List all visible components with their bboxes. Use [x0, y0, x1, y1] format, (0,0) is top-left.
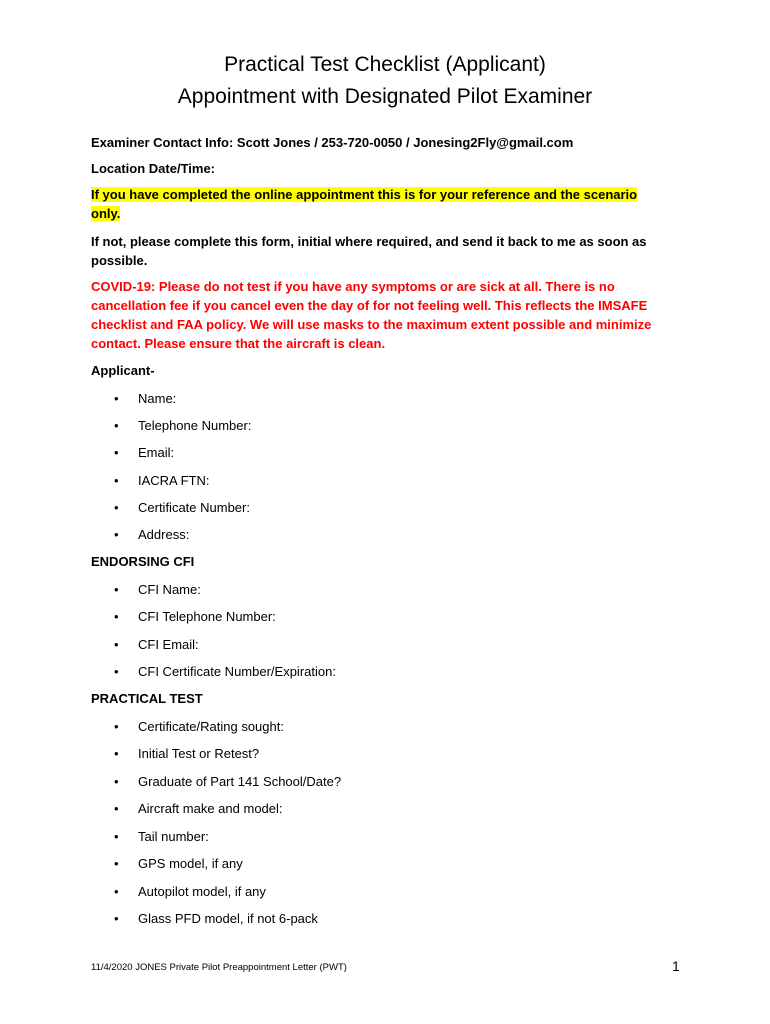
practical-item-rating: • Certificate/Rating sought:	[114, 719, 284, 734]
cfi-item-email: • CFI Email:	[114, 637, 199, 652]
applicant-item-certificate: • Certificate Number:	[114, 500, 250, 515]
instructions-line-1: If not, please complete this form, initial where required, and send it back to me as soon as	[91, 234, 647, 249]
bullet-icon: •	[114, 445, 119, 460]
covid-line-3: checklist and FAA policy. We will use masks to the maximum extent possible and minimize	[91, 317, 652, 332]
bullet-icon: •	[114, 746, 119, 761]
bullet-icon: •	[114, 664, 119, 679]
covid-line-1: COVID-19: Please do not test if you have any symptoms or are sick at all. There is no	[91, 279, 615, 294]
applicant-heading: Applicant-	[91, 363, 155, 378]
title-line-2: Appointment with Designated Pilot Examiner	[177, 85, 593, 108]
bullet-icon: •	[114, 774, 119, 789]
highlight-text-2: only.	[91, 206, 121, 221]
cfi-item-telephone: • CFI Telephone Number:	[114, 609, 276, 624]
bullet-icon: •	[114, 418, 119, 433]
highlight-text-1: If you have completed the online appointment this is for your reference and the scenario	[91, 187, 638, 202]
practical-test-heading: PRACTICAL TEST	[91, 691, 203, 706]
title-line-1: Practical Test Checklist (Applicant)	[224, 53, 546, 76]
practical-item-tail: • Tail number:	[114, 829, 209, 844]
bullet-icon: •	[114, 719, 119, 734]
covid-line-2: cancellation fee if you cancel even the day of for not feeling well. This reflects the IMSAFE	[91, 298, 648, 313]
highlight-note-line-2	[91, 204, 691, 223]
bullet-icon: •	[114, 884, 119, 899]
highlight-note-line-1	[91, 185, 691, 204]
practical-item-part141: • Graduate of Part 141 School/Date?	[114, 774, 342, 789]
practical-item-aircraft: • Aircraft make and model:	[114, 801, 283, 816]
bullet-icon: •	[114, 829, 119, 844]
practical-item-autopilot: • Autopilot model, if any	[114, 884, 266, 899]
bullet-icon: •	[114, 637, 119, 652]
bullet-icon: •	[114, 801, 119, 816]
applicant-item-name: • Name:	[114, 391, 177, 406]
footer-text: 11/4/2020 JONES Private Pilot Preappointment Letter (PWT)	[91, 962, 347, 973]
cfi-item-name: • CFI Name:	[114, 582, 201, 597]
examiner-contact: Examiner Contact Info: Scott Jones / 253-720-0050 / Jonesing2Fly@gmail.com	[91, 135, 574, 150]
bullet-icon: •	[114, 391, 119, 406]
bullet-icon: •	[114, 473, 119, 488]
bullet-icon: •	[114, 527, 119, 542]
page-number: 1	[672, 958, 680, 974]
bullet-icon: •	[114, 609, 119, 624]
covid-line-4: contact. Please ensure that the aircraft is clean.	[91, 336, 386, 351]
cfi-item-certificate: • CFI Certificate Number/Expiration:	[114, 664, 336, 679]
bullet-icon: •	[114, 582, 119, 597]
practical-item-gps: • GPS model, if any	[114, 856, 243, 871]
location-datetime: Location Date/Time:	[91, 161, 216, 176]
applicant-item-iacra: • IACRA FTN:	[114, 473, 210, 488]
applicant-item-email: • Email:	[114, 445, 175, 460]
bullet-icon: •	[114, 911, 119, 926]
applicant-item-telephone: • Telephone Number:	[114, 418, 252, 433]
instructions-line-2: possible.	[91, 253, 148, 268]
bullet-icon: •	[114, 856, 119, 871]
practical-item-initial: • Initial Test or Retest?	[114, 746, 260, 761]
applicant-item-address: • Address:	[114, 527, 190, 542]
bullet-icon: •	[114, 500, 119, 515]
endorsing-cfi-heading: ENDORSING CFI	[91, 554, 195, 569]
practical-item-pfd: • Glass PFD model, if not 6-pack	[114, 911, 318, 926]
